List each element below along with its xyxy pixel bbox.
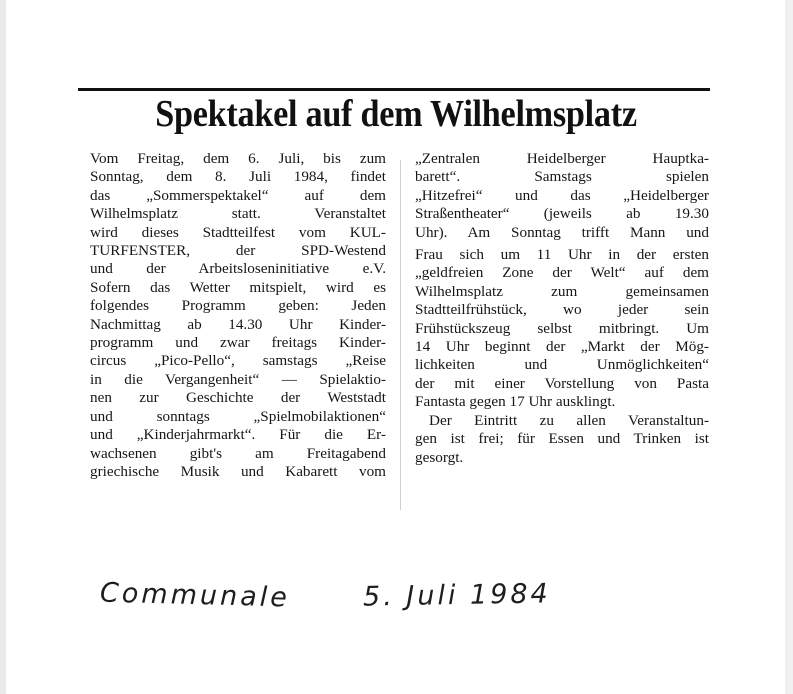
text-line: folgendes Programm geben: Jeden (90, 297, 386, 315)
handwritten-date: 5. Juli 1984 (362, 578, 551, 613)
text-line: gesorgt. (415, 448, 464, 466)
text-line: Vom Freitag, dem 6. Juli, bis zum (90, 150, 386, 167)
text-line: das „Sommerspektakel“ auf dem (90, 186, 386, 204)
text-line: „Zentralen Heidelberger Hauptka- (415, 150, 709, 167)
text-line: und sonntags „Spielmobilaktionen“ (90, 407, 386, 425)
text-line: nen zur Geschichte der Weststadt (90, 389, 386, 407)
text-line: wird dieses Stadtteilfest vom KUL- (90, 223, 386, 241)
article-column-right (415, 150, 709, 467)
text-line: Fantasta gegen 17 Uhr ausklingt. (415, 393, 616, 411)
text-line: griechische Musik und Kabarett vom (90, 462, 386, 480)
text-line: barett“. Samstags spielen (415, 168, 709, 186)
text-line: TURFENSTER, der SPD-Westend (90, 242, 386, 260)
text-line: wachsenen gibt's am Freitagabend (90, 444, 386, 462)
text-line: Wilhelmsplatz zum gemeinsamen (415, 282, 709, 300)
text-line: Frau sich um 11 Uhr in der ersten (415, 246, 709, 264)
text-line: Stadtteilfrühstück, wo jeder sein (415, 301, 709, 319)
text-line: lichkeiten und Unmöglichkeiten“ (415, 356, 709, 374)
text-line: Sofern das Wetter mitspielt, wird es (90, 278, 386, 296)
text-line: und „Kinderjahrmarkt“. Für die Er- (90, 426, 386, 444)
scan-edge-left (0, 0, 6, 694)
text-line: 14 Uhr beginnt der „Markt der Mög- (415, 338, 709, 356)
handwritten-source: Communale (99, 577, 291, 614)
text-line: Nachmittag ab 14.30 Uhr Kinder- (90, 315, 386, 333)
text-line: der mit einer Vorstellung von Pasta (415, 374, 709, 392)
text-line: circus „Pico-Pello“, samstags „Reise (90, 352, 386, 370)
text-line: „Hitzefrei“ und das „Heidelberger (415, 186, 709, 204)
headline-rule (78, 88, 710, 91)
text-line: und der Arbeitsloseninitiative e.V. (90, 260, 386, 278)
text-line: in die Vergangenheit“ — Spielaktio- (90, 370, 386, 388)
text-line: gen ist frei; für Essen und Trinken ist (415, 430, 709, 448)
article-headline: Spektakel auf dem Wilhelmsplatz (155, 93, 637, 135)
text-line: Straßentheater“ (jeweils ab 19.30 (415, 205, 709, 223)
text-line: „geldfreien Zone der Welt“ auf dem (415, 264, 709, 282)
scan-edge-right (785, 0, 793, 694)
text-line: Wilhelmsplatz statt. Veranstaltet (90, 205, 386, 223)
text-line: Frühstückszeug selbst mitbringt. Um (415, 319, 709, 337)
text-line: programm und zwar freitags Kinder- (90, 334, 386, 352)
text-line: Sonntag, dem 8. Juli 1984, findet (90, 168, 386, 186)
column-divider (400, 160, 401, 510)
text-line: Uhr). Am Sonntag trifft Mann und (415, 223, 709, 241)
article-column-left (90, 150, 386, 481)
text-line: Der Eintritt zu allen Veranstaltun- (429, 411, 709, 429)
